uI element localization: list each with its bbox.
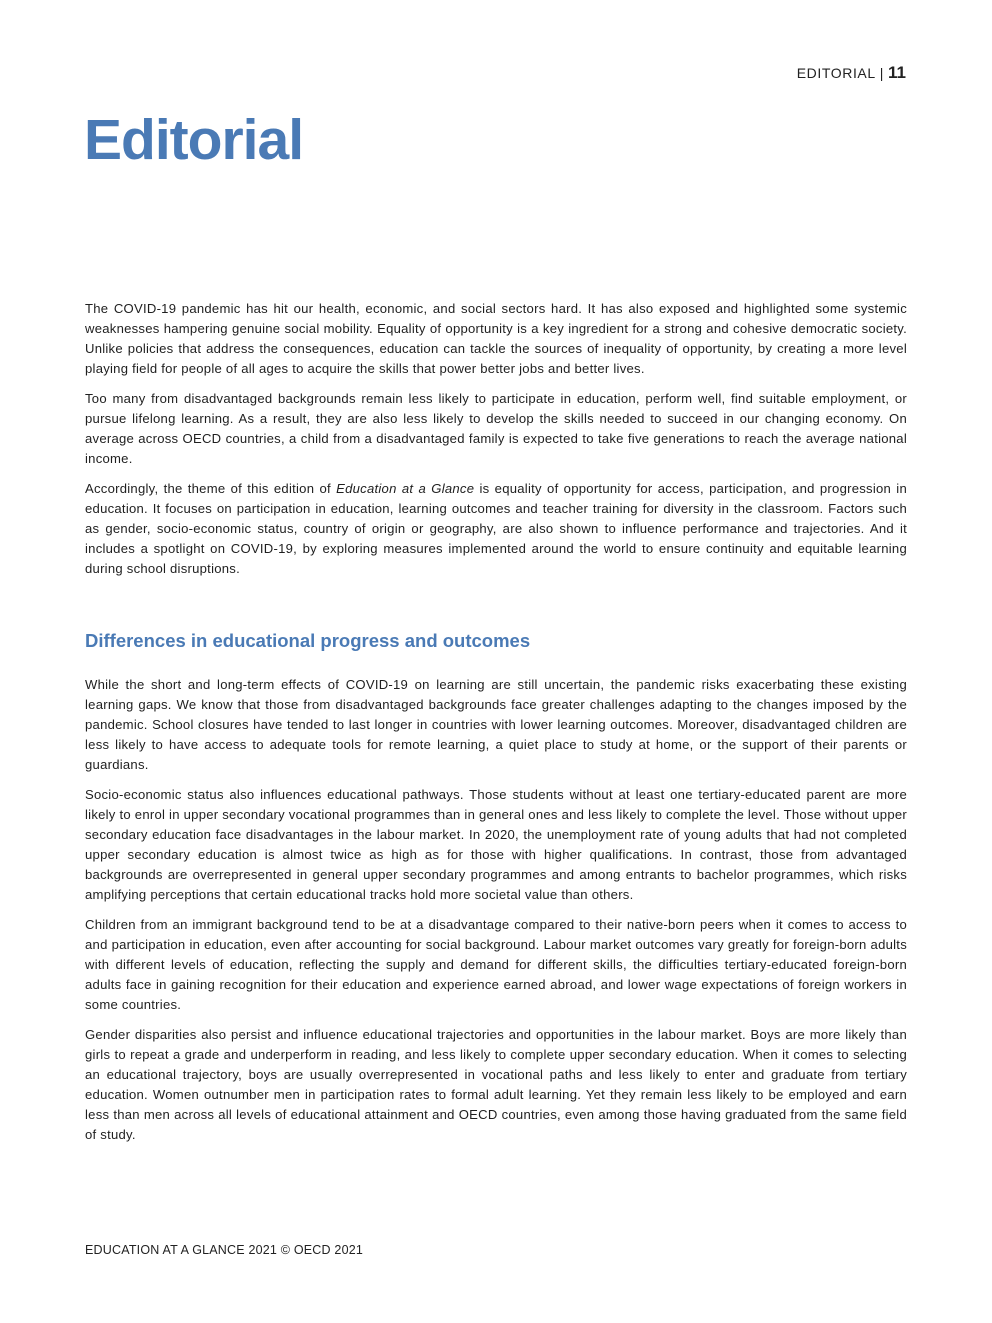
running-header-section: EDITORIAL bbox=[796, 65, 876, 81]
intro-paragraph-2: Too many from disadvantaged backgrounds remain less likely to participate in education, perform well, find suitable employment, or pursue lifelong learning. As a result, they are also less likely to develop the skills needed to succeed in our changing economy. On average across OECD countries, a child from a disadvantaged family is expected to take five generations to reach the average national income. bbox=[85, 391, 907, 466]
running-header-separator: | bbox=[879, 65, 885, 81]
intro-section bbox=[85, 299, 907, 589]
intro-paragraph-3 bbox=[85, 479, 907, 579]
section-paragraph-1: While the short and long-term effects of COVID-19 on learning are still uncertain, the pandemic risks exacerbating these existing learning gaps. We know that those from disadvantaged backgrounds face greater challenges adapting to the changes imposed by the pandemic. School closures have tended to last longer in countries with lower learning outcomes. Moreover, disadvantaged children are less likely to have access to adequate tools for remote learning, a quiet place to study at home, or the support of their parents or guardians. bbox=[85, 677, 907, 772]
intro-paragraph-3-start: Accordingly, the theme of this edition of bbox=[85, 481, 337, 496]
page-number: 11 bbox=[888, 63, 906, 82]
page-title: Editorial bbox=[84, 108, 304, 172]
outcomes-section bbox=[85, 675, 907, 1155]
publication-title: Education at a Glance bbox=[336, 481, 475, 496]
section-paragraph-2: Socio-economic status also influences educational pathways. Those students without at least one tertiary-educated parent are more likely to enrol in upper secondary vocational programmes than in general ones and less likely to complete the level. Those without upper secondary education face disadvantages in the labour market. In 2020, the unemployment rate of young adults that had not completed upper secondary education is almost twice as high as for those with higher qualifications. In contrast, those from advantaged backgrounds are overrepresented in general upper secondary programmes and among entrants to bachelor programmes, which risks amplifying perceptions that certain educational tracks hold more societal value than others. bbox=[85, 787, 908, 902]
section-heading: Differences in educational progress and outcomes bbox=[85, 630, 531, 651]
intro-paragraph-3-end: is equality of opportunity for access, participation, and progression in education. It focuses on participation in education, learning outcomes and teacher training for diversity in the classroom. Factors such as gender, socio-economic status, country of origin or geography, are also shown to influence performance and trajectories. And it includes a spotlight on COVID-19, by exploring measures implemented around the world to ensure continuity and equitable learning during school disruptions. bbox=[85, 481, 907, 576]
section-paragraph-4: Gender disparities also persist and influence educational trajectories and opportunities in the labour market. Boys are more likely than girls to repeat a grade and underperform in reading, and less likely to complete upper secondary education. When it comes to selecting an educational trajectory, boys are usually overrepresented in vocational paths and less likely to enter and graduate from tertiary education. Women outnumber men in participation rates to formal adult learning. Yet they remain less likely to be employed and earn less than men across all levels of educational attainment and OECD countries, even among those having graduated from the same field of study. bbox=[85, 1027, 907, 1142]
intro-paragraph-1: The COVID-19 pandemic has hit our health, economic, and social sectors hard. It has also exposed and highlighted some systemic weaknesses hampering genuine social mobility. Equality of opportunity is a key ingredient for a strong and cohesive democratic society. Unlike policies that address the consequences, education can tackle the sources of inequality of opportunity, by creating a more level playing field for people of all ages to acquire the skills that power better jobs and better lives. bbox=[85, 301, 907, 376]
page-footer: EDUCATION AT A GLANCE 2021 © OECD 2021 bbox=[85, 1243, 364, 1257]
running-header bbox=[797, 63, 906, 83]
section-paragraph-3: Children from an immigrant background tend to be at a disadvantage compared to their native-born peers when it comes to access to and participation in education, even after accounting for social background. Labour market outcomes vary greatly for foreign-born adults with different levels of education, reflecting the supply and demand for different skills, the difficulties tertiary-educated foreign-born adults face in gaining recognition for their education and experience earned abroad, and lower wage expectations of foreign workers in some countries. bbox=[85, 917, 907, 1012]
